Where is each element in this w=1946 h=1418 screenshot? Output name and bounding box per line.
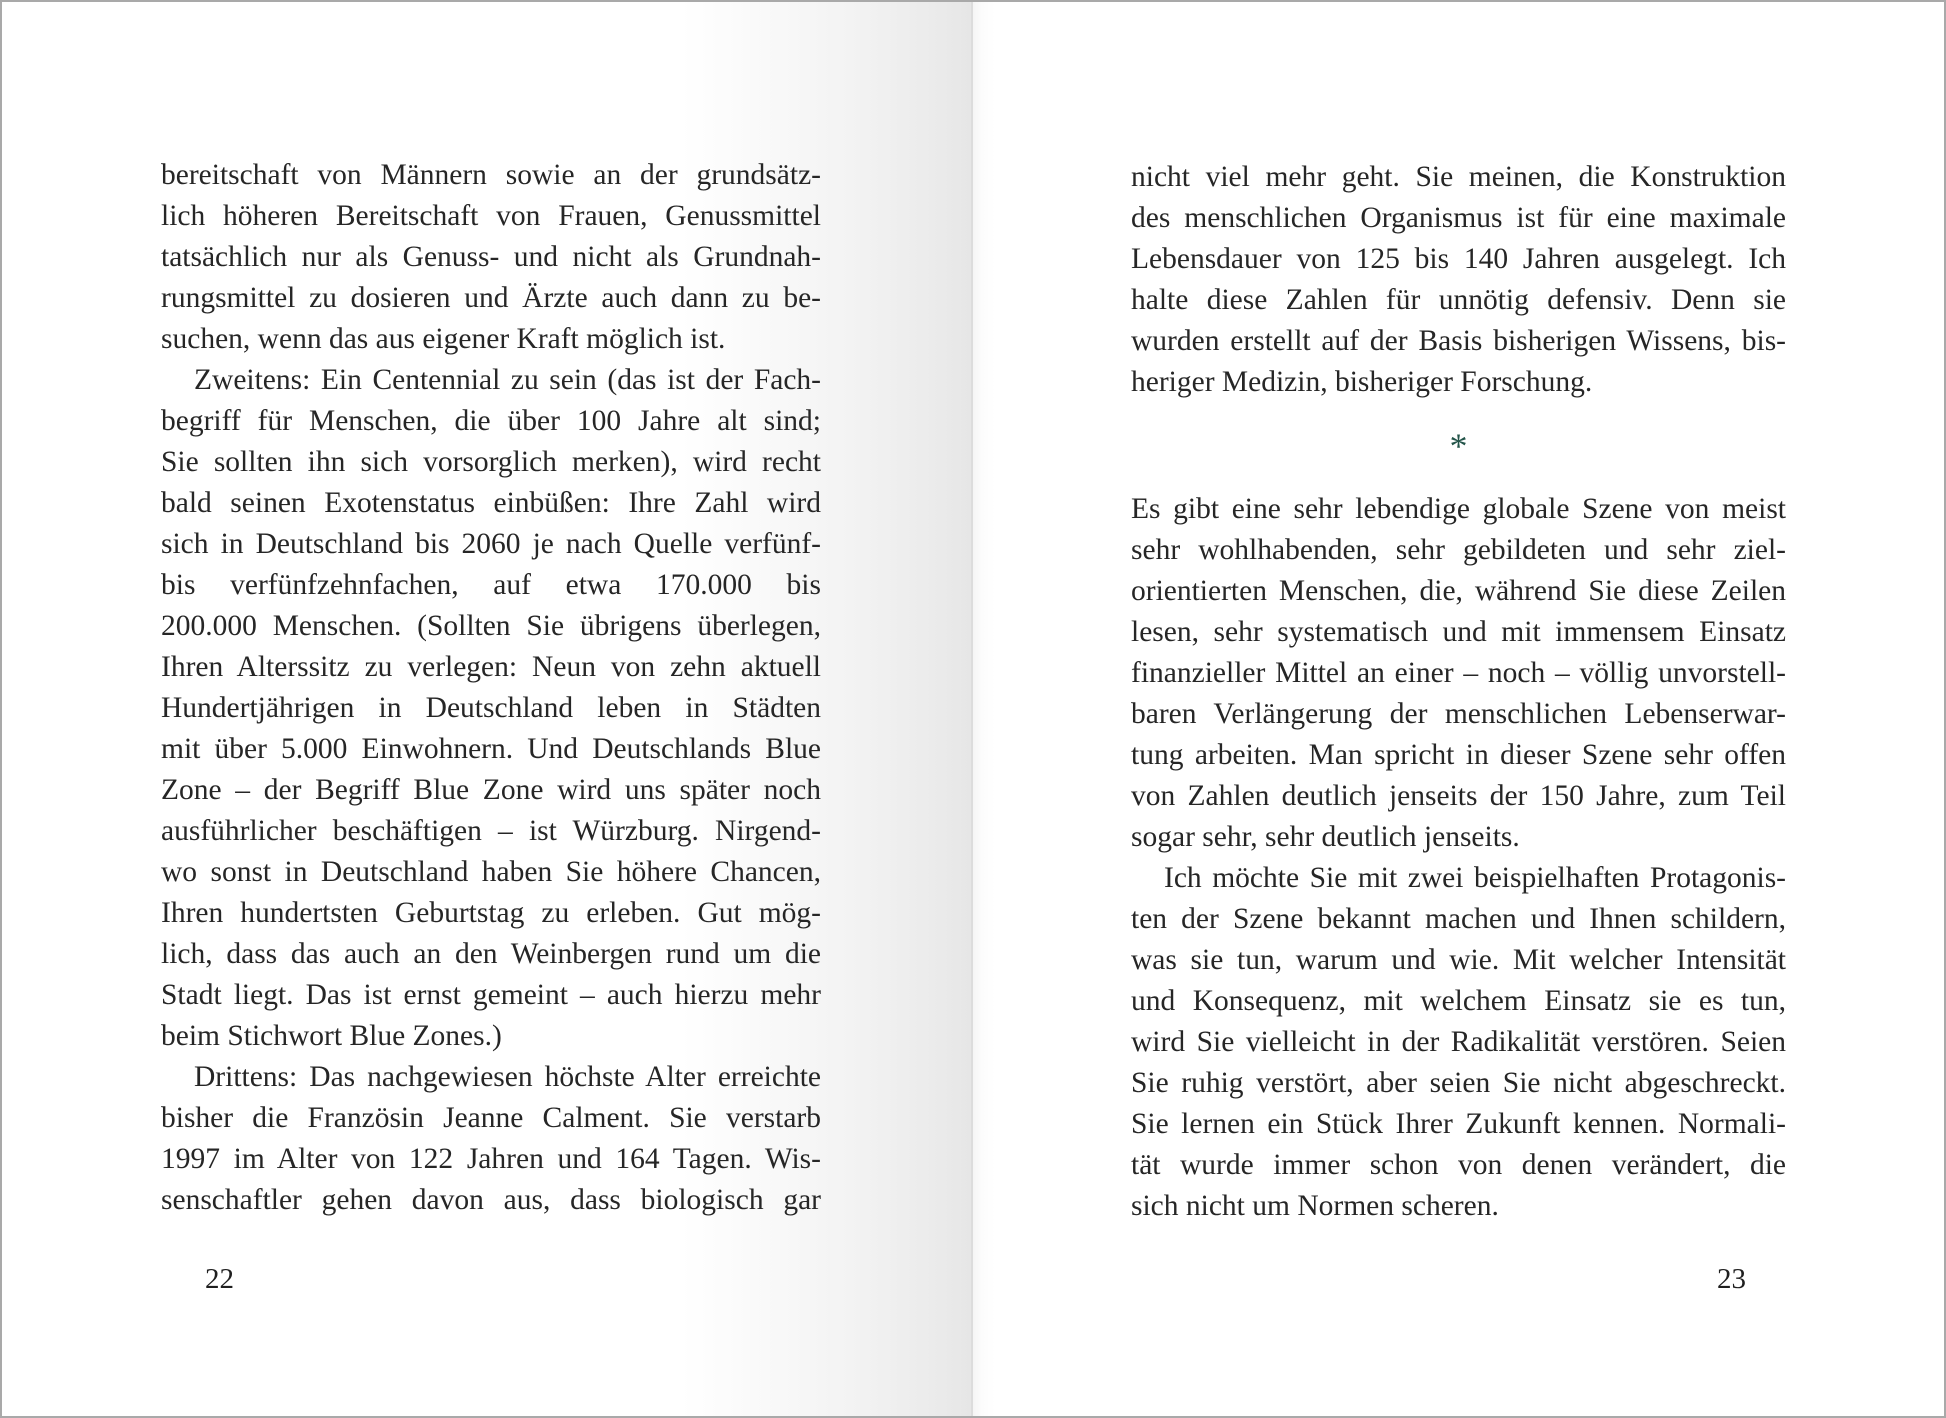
text-line: bald seinen Exotenstatus einbüßen: Ihre Zahl wird xyxy=(161,487,821,519)
text-line: Sie ruhig verstört, aber seien Sie nicht abgeschreckt. xyxy=(1131,1067,1786,1099)
right-page-text-block xyxy=(1131,157,1786,1227)
text-line: von Zahlen deutlich jenseits der 150 Jahre, zum Teil xyxy=(1131,780,1786,812)
text-line: orientierten Menschen, die, während Sie diese Zeilen xyxy=(1131,575,1786,607)
text-line: Ich möchte Sie mit zwei beispielhaften Protagonis- xyxy=(1164,862,1786,894)
text-line: Es gibt eine sehr lebendige globale Szene von meist xyxy=(1131,493,1786,525)
text-line: und Konsequenz, mit welchem Einsatz sie es tun, xyxy=(1131,985,1786,1017)
text-line: wo sonst in Deutschland haben Sie höhere Chancen, xyxy=(161,856,821,888)
left-page-text-block xyxy=(161,155,821,1221)
text-line: Ihren hundertsten Geburtstag zu erleben. Gut mög- xyxy=(161,897,821,929)
text-line: Zone – der Begriff Blue Zone wird uns später noch xyxy=(161,774,821,806)
text-line: Sie sollten ihn sich vorsorglich merken), wird recht xyxy=(161,446,821,478)
text-line: finanzieller Mittel an einer – noch – völlig unvorstell- xyxy=(1131,657,1786,689)
text-line: ten der Szene bekannt machen und Ihnen schildern, xyxy=(1131,903,1786,935)
right-page-number: 23 xyxy=(1717,1263,1746,1295)
text-line: heriger Medizin, bisheriger Forschung. xyxy=(1131,366,1593,398)
text-line: begriff für Menschen, die über 100 Jahre alt sind; xyxy=(161,405,821,437)
section-separator-asterisk: * xyxy=(1449,426,1468,466)
text-line: lich, dass das auch an den Weinbergen rund um die xyxy=(161,938,821,970)
text-line: lesen, sehr systematisch und mit immensem Einsatz xyxy=(1131,616,1786,648)
text-line: tatsächlich nur als Genuss- und nicht als Grundnah- xyxy=(161,241,821,273)
text-line: bis verfünfzehnfachen, auf etwa 170.000 bis xyxy=(161,569,821,601)
text-line: senschaftler gehen davon aus, dass biologisch gar xyxy=(161,1184,821,1216)
text-line: bisher die Französin Jeanne Calment. Sie verstarb xyxy=(161,1102,821,1134)
text-line: beim Stichwort Blue Zones.) xyxy=(161,1020,502,1052)
left-page-number: 22 xyxy=(205,1263,234,1295)
text-line: nicht viel mehr geht. Sie meinen, die Konstruktion xyxy=(1131,161,1786,193)
text-line: mit über 5.000 Einwohnern. Und Deutschlands Blue xyxy=(161,733,821,765)
text-line: tät wurde immer schon von denen verändert, die xyxy=(1131,1149,1786,1181)
text-line: was sie tun, warum und wie. Mit welcher Intensität xyxy=(1131,944,1786,976)
text-line: ausführlicher beschäftigen – ist Würzburg. Nirgend- xyxy=(161,815,821,847)
text-line: suchen, wenn das aus eigener Kraft möglich ist. xyxy=(161,323,726,355)
text-line: wird Sie vielleicht in der Radikalität verstören. Seien xyxy=(1131,1026,1786,1058)
text-line: 1997 im Alter von 122 Jahren und 164 Tagen. Wis- xyxy=(161,1143,821,1175)
text-line: halte diese Zahlen für unnötig defensiv. Denn sie xyxy=(1131,284,1786,316)
text-line: Sie lernen ein Stück Ihrer Zukunft kennen. Normali- xyxy=(1131,1108,1786,1140)
text-line: Hundertjährigen in Deutschland leben in Städten xyxy=(161,692,821,724)
text-line: Drittens: Das nachgewiesen höchste Alter erreichte xyxy=(194,1061,821,1093)
text-line: Stadt liegt. Das ist ernst gemeint – auch hierzu mehr xyxy=(161,979,821,1011)
text-line: bereitschaft von Männern sowie an der grundsätz- xyxy=(161,159,821,191)
text-line: tung arbeiten. Man spricht in dieser Szene sehr offen xyxy=(1131,739,1786,771)
text-line: Zweitens: Ein Centennial zu sein (das ist der Fach- xyxy=(194,364,821,396)
text-line: lich höheren Bereitschaft von Frauen, Genussmittel xyxy=(161,200,821,232)
text-line: sehr wohlhabenden, sehr gebildeten und sehr ziel- xyxy=(1131,534,1786,566)
text-line: des menschlichen Organismus ist für eine maximale xyxy=(1131,202,1786,234)
text-line: sogar sehr, sehr deutlich jenseits. xyxy=(1131,821,1520,853)
text-line: Ihren Alterssitz zu verlegen: Neun von zehn aktuell xyxy=(161,651,821,683)
text-line: baren Verlängerung der menschlichen Lebenserwar- xyxy=(1131,698,1786,730)
text-line: wurden erstellt auf der Basis bisherigen Wissens, bis- xyxy=(1131,325,1786,357)
text-line: 200.000 Menschen. (Sollten Sie übrigens überlegen, xyxy=(161,610,821,642)
text-line: rungsmittel zu dosieren und Ärzte auch dann zu be- xyxy=(161,282,821,314)
text-line: sich in Deutschland bis 2060 je nach Quelle verfünf- xyxy=(161,528,821,560)
text-line: sich nicht um Normen scheren. xyxy=(1131,1190,1499,1222)
text-line: Lebensdauer von 125 bis 140 Jahren ausgelegt. Ich xyxy=(1131,243,1786,275)
